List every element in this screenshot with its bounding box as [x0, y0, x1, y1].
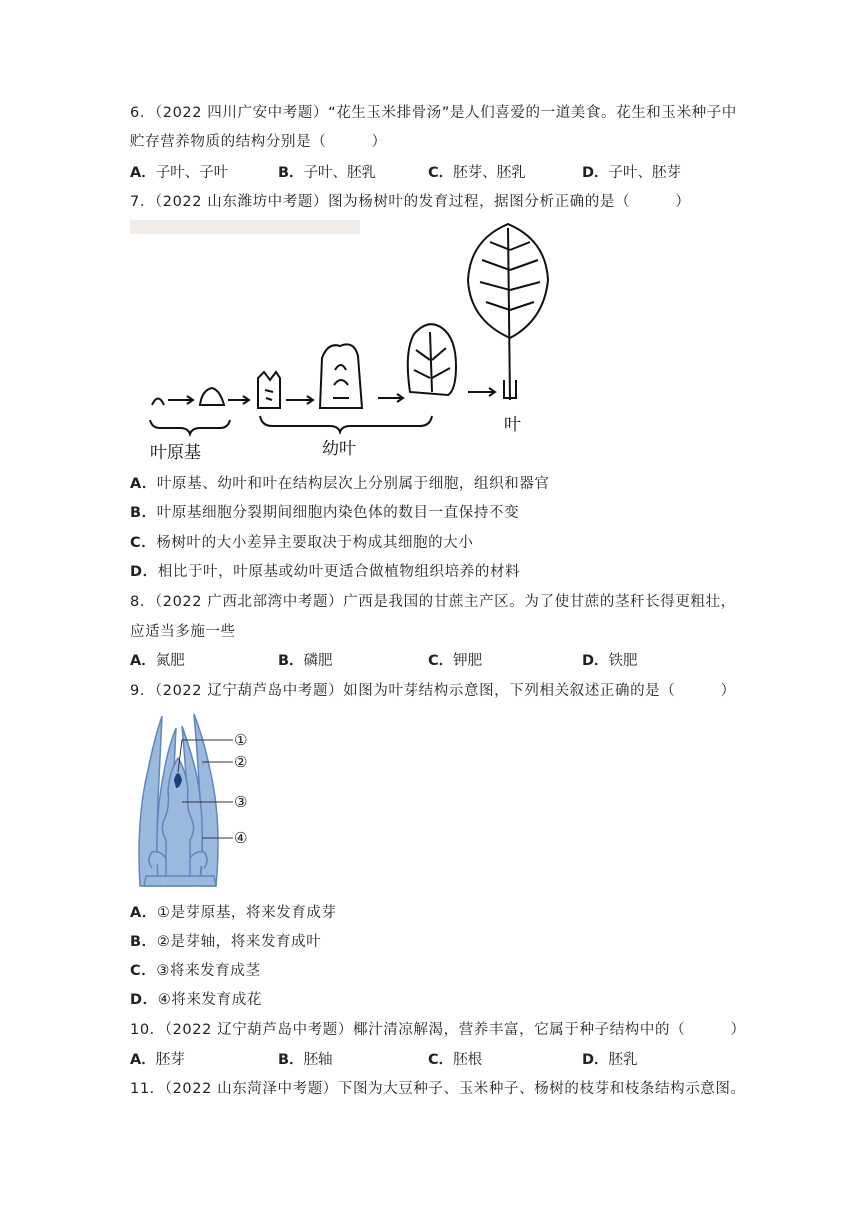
- q7-option-c[interactable]: C．杨树叶的大小差异主要取决于构成其细胞的大小: [130, 535, 474, 551]
- q9-option-c[interactable]: C．③将来发育成茎: [130, 963, 261, 979]
- q10-option-c[interactable]: C．胚根: [428, 1052, 483, 1068]
- poplar-leaf-development-figure: [130, 220, 550, 465]
- label-1: ①: [234, 731, 248, 749]
- q7-option-d[interactable]: D．相比于叶，叶原基或幼叶更适合做植物组织培养的材料: [130, 564, 521, 580]
- q8-option-d[interactable]: D．铁肥: [582, 653, 638, 669]
- q6-option-c[interactable]: C．胚芽、胚乳: [428, 165, 526, 181]
- q10-option-a[interactable]: A．胚芽: [130, 1052, 185, 1068]
- q8-option-b[interactable]: B．磷肥: [278, 653, 333, 669]
- q10-options: [130, 1050, 730, 1070]
- q8-stem-line1: 8．（2022 广西北部湾中考题）广西是我国的甘蔗主产区。为了使甘蔗的茎秆长得更粗壮，: [130, 594, 736, 610]
- label-young-leaf: 幼叶: [322, 439, 356, 459]
- q9-option-d[interactable]: D．④将来发育成花: [130, 992, 262, 1008]
- q7-option-b[interactable]: B．叶原基细胞分裂期间细胞内染色体的数目一直保持不变: [130, 505, 520, 521]
- q8-option-c[interactable]: C．钾肥: [428, 653, 483, 669]
- q9-stem-line1: 9．（2022 辽宁葫芦岛中考题）如图为叶芽结构示意图，下列相关叙述正确的是（ ）: [130, 683, 736, 699]
- q6-option-d[interactable]: D．子叶、胚芽: [582, 165, 682, 181]
- q8-options: [130, 651, 730, 671]
- q7-option-a[interactable]: A．叶原基、幼叶和叶在结构层次上分别属于细胞，组织和器官: [130, 476, 550, 492]
- q6-option-a[interactable]: A．子叶、子叶: [130, 165, 229, 181]
- q8-option-a[interactable]: A．氮肥: [130, 653, 185, 669]
- label-primordium: 叶原基: [150, 443, 201, 463]
- q6-stem-line1: 6．（2022 四川广安中考题）“花生玉米排骨汤”是人们喜爱的一道美食。花生和玉米种子中: [130, 105, 737, 121]
- q10-option-b[interactable]: B．胚轴: [278, 1052, 333, 1068]
- label-leaf: 叶: [504, 415, 521, 435]
- q6-options: [130, 163, 730, 183]
- q10-stem-line1: 10．（2022 辽宁葫芦岛中考题）椰汁清凉解渴，营养丰富，它属于种子结构中的（ ）: [130, 1022, 746, 1038]
- q10-option-d[interactable]: D．胚乳: [582, 1052, 638, 1068]
- q9-option-b[interactable]: B．②是芽轴，将来发育成叶: [130, 934, 322, 950]
- label-4: ④: [234, 829, 248, 847]
- q6-stem-line2: 贮存营养物质的结构分别是（ ）: [130, 134, 387, 150]
- q8-stem-line2: 应适当多施一些: [130, 624, 236, 640]
- q11-stem-line1: 11．（2022 山东菏泽中考题）下图为大豆种子、玉米种子、杨树的枝芽和枝条结构示意图。: [130, 1081, 746, 1097]
- label-2: ②: [234, 753, 248, 771]
- label-3: ③: [234, 793, 248, 811]
- leaf-bud-structure-figure: [130, 710, 270, 890]
- q6-option-b[interactable]: B．子叶、胚乳: [278, 165, 377, 181]
- q7-stem-line1: 7．（2022 山东潍坊中考题）图为杨树叶的发育过程，据图分析正确的是（ ）: [130, 194, 691, 210]
- q9-option-a[interactable]: A．①是芽原基，将来发育成芽: [130, 905, 337, 921]
